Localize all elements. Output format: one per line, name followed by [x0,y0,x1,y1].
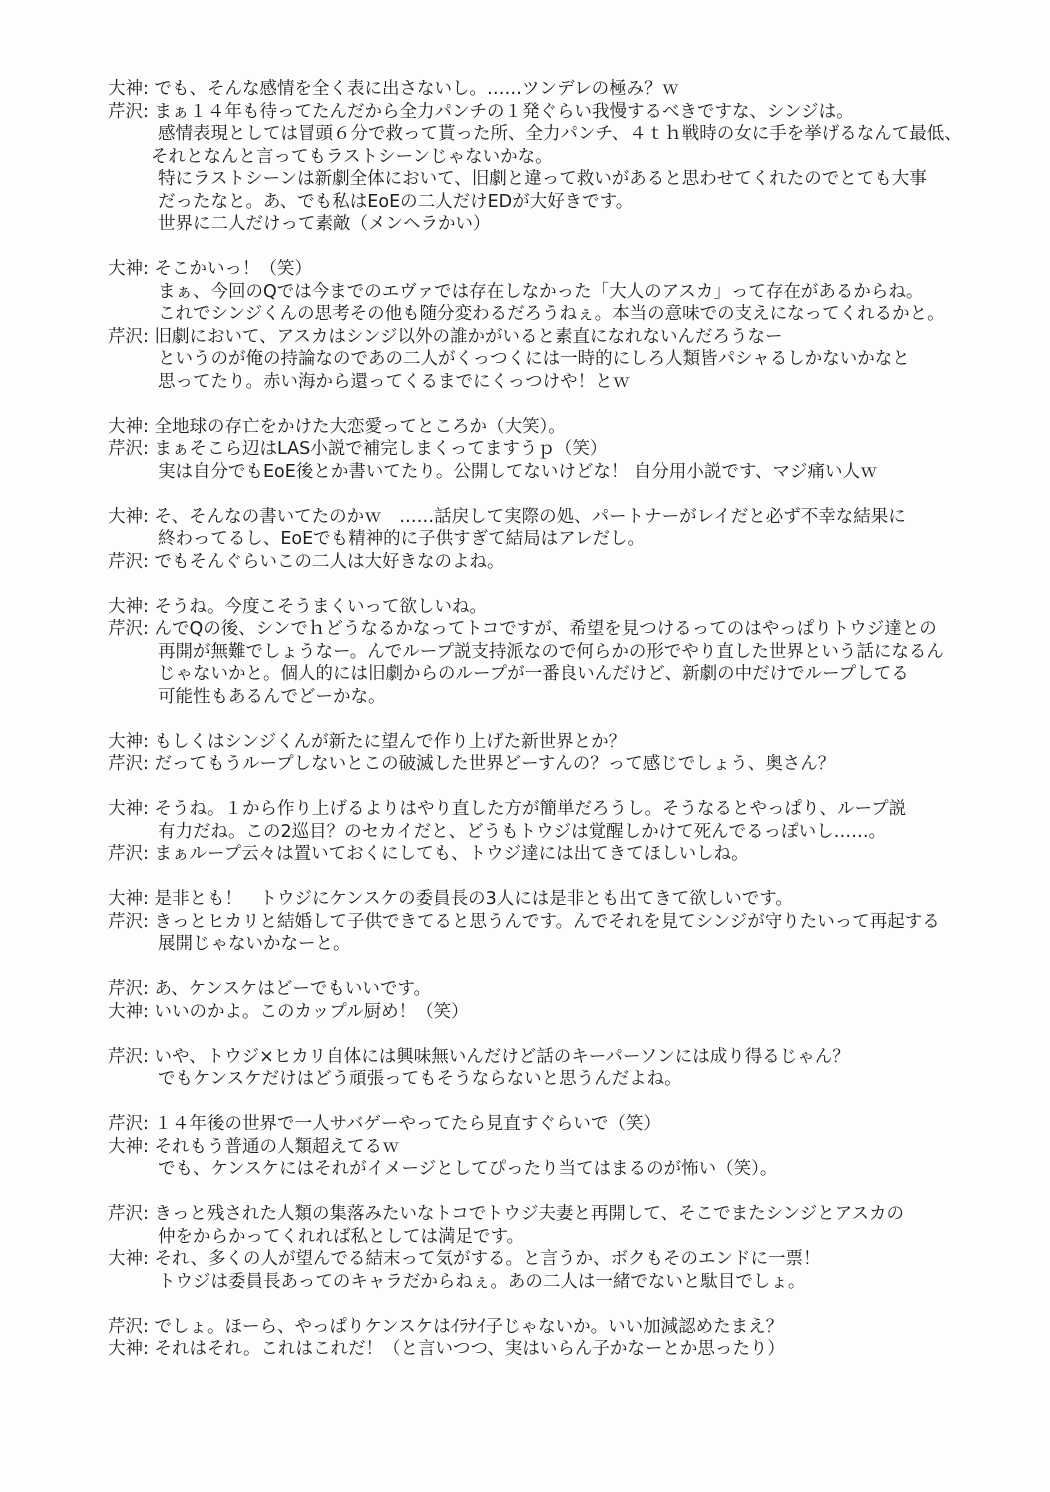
dialogue-line [108,798,1013,821]
dialogue-line [108,326,1013,349]
dialogue-line [108,1203,1013,1226]
dialogue-line [108,641,1013,664]
dialogue-line [108,911,1013,934]
speaker-name: 芹沢: [108,326,149,347]
dialogue-line [108,303,1013,326]
line-text: あ、ケンスケはどーでもいいです。 [154,979,431,999]
line-text: もしくはシンジくんが新たに望んで作り上げた新世界とか？ [154,731,627,752]
line-text: 全地球の存亡をかけた大恋愛ってところか（大笑）。 [154,416,566,437]
dialogue-transcript [108,78,1013,1361]
paragraph-gap [108,1091,1013,1114]
speaker-name: 芹沢: [108,1114,149,1134]
line-text: まぁ、今回のQでは今までのエヴァでは存在しなかった「大人のアスカ」って存在があるからね。 [158,281,924,302]
paragraph-gap [108,483,1013,506]
line-text: それとなんと言ってもラストシーンじゃないかな。 [151,146,553,167]
line-text: でも、そんな感情を全く表に出さないし。……ツンデレの極み？ｗ [154,79,680,99]
dialogue-line [108,528,1013,551]
dialogue-line [108,731,1013,754]
dialogue-line [108,686,1013,709]
line-text: そうね。今度こそうまくいって欲しいね。 [154,596,487,617]
line-text: 有力だね。この2巡目？のセカイだと、どうもトウジは覚醒しかけて死んでるっぽいし……。 [158,821,887,842]
line-text: １４年後の世界で一人サバゲーやってたら見直すぐらいで（笑） [154,1114,661,1134]
line-text: だってもうループしないとこの破滅した世界どーすんの？って感じでしょう、奥さん？ [154,754,836,774]
dialogue-line [108,978,1013,1001]
paragraph-gap [108,1293,1013,1316]
speaker-name: 芹沢: [108,551,149,572]
line-text: 可能性もあるんでどーかな。 [158,686,386,707]
line-text: でも、ケンスケにはそれがイメージとしてぴったり当てはまるのが怖い（笑）。 [158,1159,778,1179]
paragraph-gap [108,866,1013,889]
line-text: でもそんぐらいこの二人は大好きなのよね。 [154,551,505,572]
dialogue-line [108,1068,1013,1091]
line-text: そこかいっ！（笑） [154,259,312,279]
speaker-name: 大神: [108,889,149,909]
line-text: 実は自分でもEoE後とか書いてたり。公開してないけどな！ 自分用小説です、マジ痛い人ｗ [158,461,878,482]
line-text: 仲をからかってくれれば私としては満足です。 [158,1226,525,1247]
paragraph-gap [108,573,1013,596]
line-text: これでシンジくんの思考その他も随分変わるだろうねぇ。本当の意味での支えになってくれるかと。 [158,304,945,324]
dialogue-line [108,213,1013,236]
paragraph-gap [108,1023,1013,1046]
speaker-name: 大神: [108,596,149,617]
speaker-name: 大神: [108,799,149,819]
line-text: トウジは委員長あってのキャラだからねぇ。あの二人は一緒でないと駄目でしょ。 [158,1271,806,1292]
dialogue-line [108,348,1013,371]
dialogue-line [108,753,1013,776]
dialogue-line [108,371,1013,394]
dialogue-line [108,101,1013,124]
paragraph-gap [108,776,1013,799]
dialogue-line [108,438,1013,461]
dialogue-line [108,663,1013,686]
line-text: 世界に二人だけって素敵（メンヘラかい） [158,214,491,234]
speaker-name: 芹沢: [108,1316,149,1337]
line-text: 再開が無難でしょうなー。んでループ説支持派なので何らかの形でやり直した世界という話になるん [158,641,944,662]
speaker-name: 芹沢: [108,439,149,459]
line-text: 感情表現としては冒頭６分で救って貰った所、全力パンチ、４ｔｈ戦時の女に手を挙げるなんて最低、 [158,124,962,144]
line-text: 展開じゃないかなーと。 [158,934,351,954]
dialogue-line [108,1226,1013,1249]
dialogue-line [108,506,1013,529]
dialogue-line [108,1271,1013,1294]
speaker-name: 大神: [108,79,149,99]
speaker-name: 芹沢: [108,101,149,122]
speaker-name: 大神: [108,731,149,752]
dialogue-line [108,78,1013,101]
line-text: いや、トウジ×ヒカリ自体には興味無いんだけど話のキーパーソンには成り得るじゃん？ [154,1046,850,1067]
line-text: 終わってるし、EoEでも精神的に子供すぎて結局はアレだし。 [158,529,645,549]
speaker-name: 芹沢: [108,1046,149,1067]
line-text: じゃないかと。個人的には旧劇からのループが一番良いんだけど、新劇の中だけでループしてる [158,664,909,684]
line-text: まぁループ云々は置いておくにしても、トウジ達には出てきてほしいしね。 [154,844,749,864]
line-text: きっとヒカリと結婚して子供できてると思うんです。んでそれを見てシンジが守りたいって再起する [154,911,940,932]
line-text: そうね。１から作り上げるよりはやり直した方が簡単だろうし。そうなるとやっぱり、ループ説 [154,799,907,819]
speaker-name: 大神: [108,259,149,279]
line-text: 思ってたり。赤い海から還ってくるまでにくっつけや！とｗ [158,371,631,392]
dialogue-line [108,168,1013,191]
line-text: 是非とも！ トウジにケンスケの委員長の3人には是非とも出てきて欲しいです。 [154,889,793,909]
line-text: いいのかよ。このカップル厨め！（笑） [154,1001,469,1022]
speaker-name: 芹沢: [108,844,149,864]
line-text: でしょ。ほーら、やっぱりケンスケはｲﾗﾅｲ子じゃないか。いい加減認めたまえ？ [154,1316,784,1337]
dialogue-line [108,1136,1013,1159]
dialogue-line [108,618,1013,641]
dialogue-line [108,1158,1013,1181]
dialogue-line [108,281,1013,304]
speaker-name: 大神: [108,1339,149,1359]
dialogue-line [108,123,1013,146]
line-text: 特にラストシーンは新劇全体において、旧劇と違って救いがあると思わせてくれたのでとても大事 [158,169,927,189]
speaker-name: 大神: [108,1001,149,1022]
paragraph-gap [108,1181,1013,1204]
line-text: でもケンスケだけはどう頑張ってもそうならないと思うんだよね。 [158,1069,682,1089]
dialogue-line [108,258,1013,281]
speaker-name: 大神: [108,416,149,437]
dialogue-line [108,146,1013,169]
dialogue-line [108,416,1013,439]
speaker-name: 芹沢: [108,979,149,999]
paragraph-gap [108,393,1013,416]
line-text: んでQの後、シンでｈどうなるかなってトコですが、希望を見つけるってのはやっぱりトウジ達との [154,619,937,639]
speaker-name: 芹沢: [108,619,149,639]
dialogue-line [108,1338,1013,1361]
line-text: まぁそこら辺はLAS小説で補完しまくってますうｐ（笑） [154,439,608,459]
dialogue-line [108,1316,1013,1339]
dialogue-line [108,843,1013,866]
speaker-name: 大神: [108,1249,149,1269]
paragraph-gap [108,956,1013,979]
dialogue-line [108,1046,1013,1069]
line-text: きっと残された人類の集落みたいなトコでトウジ夫妻と再開して、そこでまたシンジとアスカの [154,1204,905,1224]
dialogue-line [108,551,1013,574]
speaker-name: 大神: [108,506,149,527]
dialogue-line [108,1001,1013,1024]
speaker-name: 芹沢: [108,1204,149,1224]
line-text: それ、多くの人が望んでる結末って気がする。と言うか、ボクもそのエンドに一票！ [154,1249,821,1269]
line-text: というのが俺の持論なのであの二人がくっつくには一時的にしろ人類皆パシャるしかないかなと [158,349,910,369]
dialogue-line [108,191,1013,214]
speaker-name: 芹沢: [108,911,149,932]
paragraph-gap [108,236,1013,259]
dialogue-line [108,461,1013,484]
line-text: まぁ１４年も待ってたんだから全力パンチの１発ぐらい我慢するべきですな、シンジは。 [154,101,854,122]
speaker-name: 大神: [108,1136,149,1157]
dialogue-line [108,1113,1013,1136]
paragraph-gap [108,708,1013,731]
line-text: それもう普通の人類超えてるｗ [154,1136,400,1157]
dialogue-line [108,596,1013,619]
line-text: それはそれ。これはこれだ！（と言いつつ、実はいらん子かなーとか思ったり） [154,1339,785,1359]
line-text: そ、そんなの書いてたのかｗ ……話戻して実際の処、パートナーがレイだと必ず不幸な結果に [154,506,906,527]
dialogue-line [108,1248,1013,1271]
dialogue-line [108,821,1013,844]
dialogue-line [108,888,1013,911]
speaker-name: 芹沢: [108,754,149,774]
dialogue-line [108,933,1013,956]
line-text: 旧劇において、アスカはシンジ以外の誰かがいると素直になれないんだろうなー [154,326,783,347]
line-text: だったなと。あ、でも私はEoEの二人だけEDが大好きです。 [158,191,634,212]
